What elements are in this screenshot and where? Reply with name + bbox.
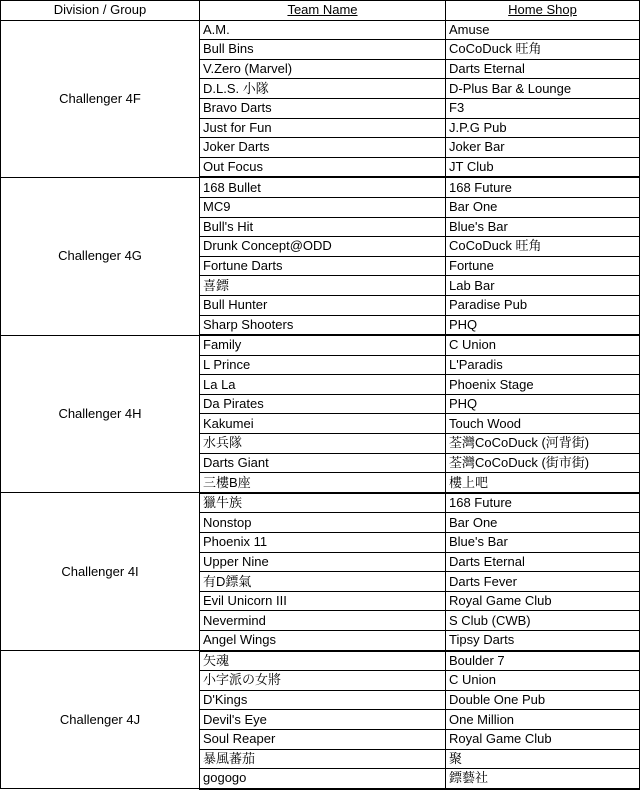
team-name-cell: 有D鏢氣 bbox=[200, 572, 446, 592]
team-name-cell: Soul Reaper bbox=[200, 729, 446, 749]
home-shop-cell: F3 bbox=[446, 98, 640, 118]
home-shop-cell: 聚 bbox=[446, 749, 640, 769]
table-body bbox=[1, 20, 640, 789]
division-cell: Challenger 4I bbox=[1, 493, 200, 651]
home-shop-cell: Amuse bbox=[446, 20, 640, 40]
home-shop-cell: J.P.G Pub bbox=[446, 118, 640, 138]
home-shop-cell: Double One Pub bbox=[446, 690, 640, 710]
team-name-cell: Family bbox=[200, 335, 446, 355]
home-shop-cell: Phoenix Stage bbox=[446, 375, 640, 395]
team-name-cell: Kakumei bbox=[200, 414, 446, 434]
home-shop-cell: Darts Eternal bbox=[446, 59, 640, 79]
table-row bbox=[1, 493, 640, 513]
home-shop-header[interactable]: Home Shop bbox=[446, 1, 640, 21]
team-name-cell: Angel Wings bbox=[200, 631, 446, 651]
home-shop-cell: 168 Future bbox=[446, 493, 640, 513]
division-cell: Challenger 4J bbox=[1, 651, 200, 789]
home-shop-cell: CoCoDuck 旺角 bbox=[446, 237, 640, 257]
team-name-cell: Just for Fun bbox=[200, 118, 446, 138]
home-shop-cell: CoCoDuck 旺角 bbox=[446, 40, 640, 60]
table-row bbox=[1, 20, 640, 40]
home-shop-cell: Darts Eternal bbox=[446, 552, 640, 572]
home-shop-cell: 鏢藝社 bbox=[446, 769, 640, 789]
team-name-cell: Fortune Darts bbox=[200, 256, 446, 276]
home-shop-cell: One Million bbox=[446, 710, 640, 730]
table-row bbox=[1, 177, 640, 197]
team-name-cell: A.M. bbox=[200, 20, 446, 40]
team-name-cell: V.Zero (Marvel) bbox=[200, 59, 446, 79]
home-shop-cell: Boulder 7 bbox=[446, 651, 640, 671]
team-name-cell: Joker Darts bbox=[200, 138, 446, 158]
team-name-cell: Phoenix 11 bbox=[200, 533, 446, 553]
table-row bbox=[1, 651, 640, 671]
team-name-header[interactable]: Team Name bbox=[200, 1, 446, 21]
home-shop-cell: Blue's Bar bbox=[446, 533, 640, 553]
home-shop-cell: Darts Fever bbox=[446, 572, 640, 592]
home-shop-cell: Blue's Bar bbox=[446, 217, 640, 237]
team-name-cell: Bull's Hit bbox=[200, 217, 446, 237]
team-name-cell: La La bbox=[200, 375, 446, 395]
team-name-cell: Bull Bins bbox=[200, 40, 446, 60]
home-shop-cell: PHQ bbox=[446, 315, 640, 335]
home-shop-cell: Fortune bbox=[446, 256, 640, 276]
division-cell: Challenger 4H bbox=[1, 335, 200, 493]
home-shop-cell: S Club (CWB) bbox=[446, 611, 640, 631]
home-shop-cell: Paradise Pub bbox=[446, 295, 640, 315]
division-cell: Challenger 4F bbox=[1, 20, 200, 177]
home-shop-cell: Tipsy Darts bbox=[446, 631, 640, 651]
division-cell: Challenger 4G bbox=[1, 177, 200, 335]
team-name-cell: D'Kings bbox=[200, 690, 446, 710]
team-name-cell: L Prince bbox=[200, 355, 446, 375]
home-shop-cell: Touch Wood bbox=[446, 414, 640, 434]
home-shop-cell: 荃灣CoCoDuck (河背街) bbox=[446, 434, 640, 454]
team-name-cell: Devil's Eye bbox=[200, 710, 446, 730]
home-shop-cell: 荃灣CoCoDuck (街市街) bbox=[446, 453, 640, 473]
home-shop-cell: Lab Bar bbox=[446, 276, 640, 296]
header-row bbox=[1, 1, 640, 21]
team-name-cell: 喜鏢 bbox=[200, 276, 446, 296]
home-shop-cell: JT Club bbox=[446, 157, 640, 177]
home-shop-cell: C Union bbox=[446, 671, 640, 691]
team-name-cell: 三樓B座 bbox=[200, 473, 446, 493]
team-name-cell: Nonstop bbox=[200, 513, 446, 533]
team-name-cell: 168 Bullet bbox=[200, 177, 446, 197]
team-name-cell: 暴風蕃茄 bbox=[200, 749, 446, 769]
home-shop-cell: Royal Game Club bbox=[446, 729, 640, 749]
team-name-cell: 獵牛族 bbox=[200, 493, 446, 513]
home-shop-cell: Royal Game Club bbox=[446, 591, 640, 611]
team-name-cell: D.L.S. 小隊 bbox=[200, 79, 446, 99]
team-name-cell: Da Pirates bbox=[200, 394, 446, 414]
team-name-cell: Evil Unicorn III bbox=[200, 591, 446, 611]
team-name-cell: Out Focus bbox=[200, 157, 446, 177]
division-header: Division / Group bbox=[1, 1, 200, 21]
home-shop-cell: PHQ bbox=[446, 394, 640, 414]
team-name-cell: Drunk Concept@ODD bbox=[200, 237, 446, 257]
team-name-cell: 水兵隊 bbox=[200, 434, 446, 454]
home-shop-cell: 168 Future bbox=[446, 177, 640, 197]
table-row bbox=[1, 335, 640, 355]
team-name-cell: MC9 bbox=[200, 197, 446, 217]
home-shop-cell: 樓上吧 bbox=[446, 473, 640, 493]
team-name-cell: gogogo bbox=[200, 769, 446, 789]
team-name-cell: Upper Nine bbox=[200, 552, 446, 572]
home-shop-cell: Bar One bbox=[446, 513, 640, 533]
team-name-cell: Bull Hunter bbox=[200, 295, 446, 315]
team-name-cell: 小字派の女將 bbox=[200, 671, 446, 691]
home-shop-cell: Joker Bar bbox=[446, 138, 640, 158]
home-shop-cell: D-Plus Bar & Lounge bbox=[446, 79, 640, 99]
team-name-cell: 矢魂 bbox=[200, 651, 446, 671]
team-name-cell: Bravo Darts bbox=[200, 98, 446, 118]
team-name-cell: Nevermind bbox=[200, 611, 446, 631]
home-shop-cell: C Union bbox=[446, 335, 640, 355]
home-shop-cell: Bar One bbox=[446, 197, 640, 217]
home-shop-cell: L'Paradis bbox=[446, 355, 640, 375]
team-name-cell: Sharp Shooters bbox=[200, 315, 446, 335]
team-name-cell: Darts Giant bbox=[200, 453, 446, 473]
